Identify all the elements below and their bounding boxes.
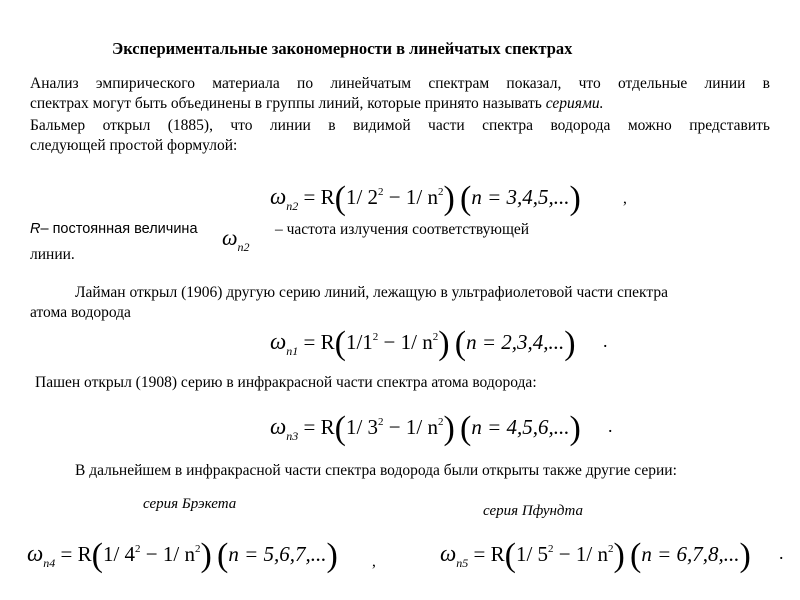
formula-exponent: 2 [548, 543, 554, 555]
brackett-formula [27, 539, 338, 573]
intro-line-2 [30, 94, 770, 114]
intro-paragraph [30, 74, 770, 114]
formula-equals: = R [298, 185, 335, 209]
intro-line-2-text: спектрах могут быть объединены в группы линий, которые принято называть [30, 95, 546, 112]
lyman-formula [270, 327, 576, 361]
cond-right-paren: ) [569, 410, 581, 447]
later-series-text: В дальнейшем в инфракрасной части спектра водорода были открыты также другие серии: [75, 462, 677, 479]
omega-symbol: ω [270, 184, 287, 209]
formula-exponent: 2 [372, 331, 379, 343]
cond-left-paren: ( [460, 180, 472, 217]
lyman-punct: . [603, 331, 608, 351]
cond-right-paren: ) [739, 537, 751, 574]
right-paren: ) [443, 180, 455, 217]
formula-exponent: 2 [378, 416, 384, 428]
right-paren: ) [613, 537, 625, 574]
paschen-formula [270, 412, 581, 446]
intro-line-1: Анализ эмпирического материала по линейчатым спектрам показал, что отдельные линии в [30, 75, 770, 92]
formula-minus: − 1/ n [383, 185, 438, 209]
formula-exponent-2: 2 [432, 331, 439, 343]
pfund-formula [440, 539, 751, 573]
cond-left-paren: ( [217, 537, 229, 574]
formula-body: 1/ 2 [345, 185, 379, 209]
lyman-line-1: Лайман открыл (1906) другую серию линий, лежащую в ультрафиолетовой части спектра [75, 284, 668, 301]
paschen-text: Пашен открыл (1908) серию в инфракрасной части спектра атома водорода: [35, 374, 537, 391]
omega-symbol: ω [27, 541, 44, 566]
cond-right-paren: ) [569, 180, 581, 217]
formula-body: 1/ 3 [345, 415, 379, 439]
formula-exponent-2: 2 [437, 186, 444, 198]
formula-subscript: n1 [286, 344, 299, 358]
balmer-line-2: следующей простой формулой: [30, 137, 238, 154]
cond-right-paren: ) [326, 537, 338, 574]
omega-symbol: ω [222, 225, 238, 250]
formula-minus: − 1/ n [553, 542, 608, 566]
formula-condition: n = 6,7,8,... [641, 542, 740, 566]
formula-subscript: n2 [286, 199, 299, 213]
left-paren: ( [334, 410, 346, 447]
formula-condition: n = 4,5,6,... [471, 415, 570, 439]
formula-body: 1/ 5 [515, 542, 549, 566]
left-paren: ( [334, 180, 346, 217]
page-title: Экспериментальные закономерности в линейчатых спектрах [112, 39, 573, 58]
omega-symbol: ω [270, 414, 287, 439]
formula-equals: = R [298, 415, 335, 439]
formula-subscript: n3 [286, 429, 299, 443]
balmer-paragraph [30, 116, 770, 156]
formula-exponent: 2 [378, 186, 384, 198]
brackett-label: серия Брэкета [143, 496, 237, 512]
formula-condition: n = 2,3,4,... [466, 330, 565, 354]
paschen-punct: . [608, 416, 613, 436]
formula-condition: n = 3,4,5,... [471, 185, 570, 209]
formula-subscript: n5 [456, 556, 469, 570]
pfund-punct: . [779, 543, 784, 563]
right-paren: ) [438, 325, 450, 362]
r-def-rest: – частота излучения соответствующей [275, 221, 530, 238]
left-paren: ( [91, 537, 103, 574]
cond-left-paren: ( [630, 537, 642, 574]
formula-exponent: 2 [135, 543, 141, 555]
formula-minus: − 1/ n [140, 542, 195, 566]
formula-equals: = R [298, 330, 335, 354]
formula-exponent-2: 2 [607, 543, 614, 555]
r-def-line-2: линии. [30, 246, 75, 263]
formula-exponent-2: 2 [194, 543, 201, 555]
right-paren: ) [443, 410, 455, 447]
formula-subscript: n2 [237, 240, 250, 254]
omega-symbol: ω [270, 329, 287, 354]
balmer-formula [270, 182, 581, 216]
omega-symbol: ω [440, 541, 457, 566]
formula-body: 1/ 4 [102, 542, 136, 566]
formula-exponent-2: 2 [437, 416, 444, 428]
cond-left-paren: ( [460, 410, 472, 447]
r-symbol: R [30, 221, 41, 237]
formula-subscript: n4 [43, 556, 56, 570]
brackett-punct: , [372, 553, 376, 570]
formula-minus: − 1/ n [378, 330, 433, 354]
balmer-line-1: Бальмер открыл (1885), что линии в видимой части спектра водорода можно представить [30, 117, 770, 134]
series-term: сериями. [545, 95, 604, 112]
lyman-line-2: атома водорода [30, 304, 131, 321]
formula-equals: = R [468, 542, 505, 566]
right-paren: ) [200, 537, 212, 574]
left-paren: ( [334, 325, 346, 362]
formula-condition: n = 5,6,7,... [228, 542, 327, 566]
r-def-omega [222, 227, 250, 253]
pfund-label: серия Пфундта [483, 503, 584, 519]
balmer-punct: , [623, 190, 627, 207]
cond-right-paren: ) [564, 325, 576, 362]
left-paren: ( [504, 537, 516, 574]
r-definition-text: – постоянная величина [40, 221, 198, 237]
cond-left-paren: ( [454, 325, 467, 362]
formula-body: 1/1 [345, 330, 373, 354]
formula-equals: = R [55, 542, 92, 566]
formula-minus: − 1/ n [383, 415, 438, 439]
